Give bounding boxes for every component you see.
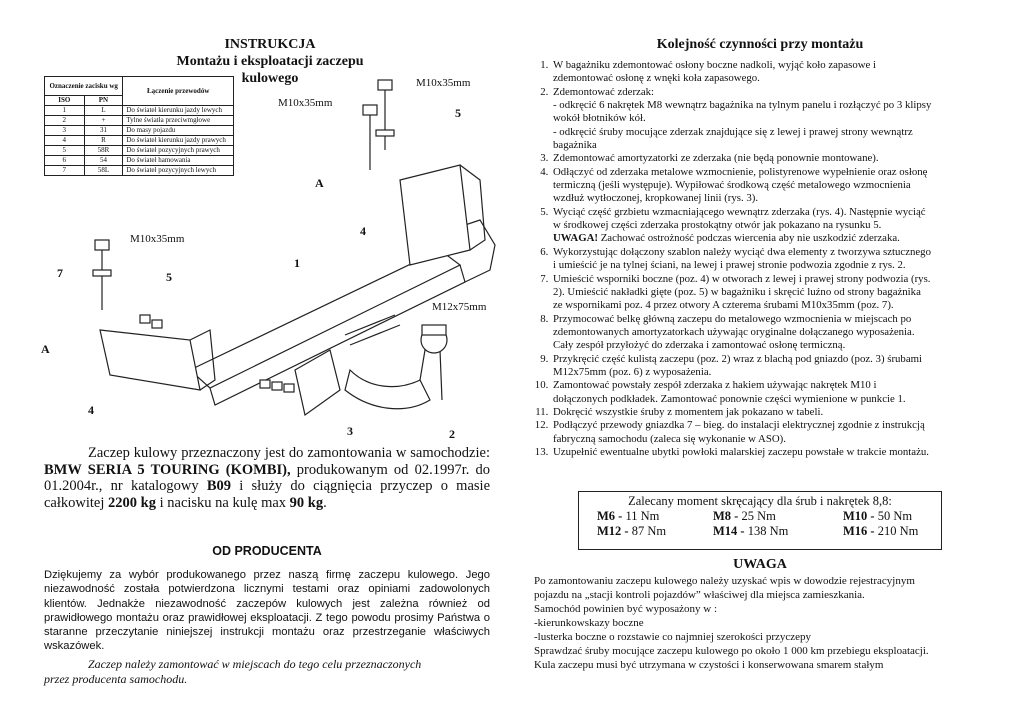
- bolt-label-ball: M12x75mm: [432, 301, 487, 313]
- torque-heading: Zalecany moment skręcający dla śrub i nakrętek 8,8:: [628, 494, 892, 508]
- step-item: [551, 59, 1001, 86]
- step-item: [551, 406, 1001, 419]
- wire-cell-desc: Do świateł kierunku jazdy lewych: [123, 106, 234, 116]
- step-line: 6. Wykorzystując dołączony szablon należy wyciąć dwa elementy z tworzywa sztucznego: [553, 245, 931, 258]
- step-item: [551, 86, 1001, 153]
- step-line: fabryczną samochodu (zaleca się wykonanie w ASO).: [553, 432, 786, 445]
- step-item: [551, 353, 1001, 380]
- step-line: 13. Uzupełnić ewentualne ubytki powłoki malarskiej zaczepu powstałe w trakcie montażu.: [553, 445, 929, 458]
- wire-cell-iso: 5: [45, 146, 85, 156]
- step-line: Cały zespół przyłożyć do zderzaka i zamontować osłonę termiczną.: [553, 339, 846, 352]
- towbar-assembly-diagram: [40, 70, 510, 450]
- step-line: 1. W bagażniku zdemontować osłony boczne nadkoli, wyjąć koło zapasowe i: [553, 59, 877, 71]
- step-item: [551, 446, 1001, 459]
- step-item: [551, 246, 1001, 273]
- step-line: wokół błotników kół.: [553, 112, 646, 125]
- producer-text: Dziękujemy za wybór produkowanego przez naszą firmę zaczepu kulowego. Jego niezawodność została potwierdzona licznymi testami oraz opiniami zadowolonych klientów. Jednakże niezawodność zaczepów kulowych jest zależna również od prawidłowego montażu oraz prawidłowej eksploatacji. Z tego powodu prosimy Państwa o staranne przeczytanie niniejszej instrukcji montażu oraz przestrzeganie właściwych wskazówek.: [44, 569, 490, 653]
- car-model: BMW SERIA 5 TOURING (KOMBI),: [44, 461, 291, 478]
- part-number-3: 3: [347, 424, 353, 438]
- wire-cell-desc: Tylne światła przeciwmgłowe: [123, 116, 234, 126]
- torque-item: M8 - 25 Nm: [713, 509, 776, 523]
- step-line: bagażnika: [553, 139, 597, 152]
- step-line: dołączonych podkładek. Zamontować ponownie części wymienione w punkcie 1.: [553, 392, 906, 405]
- wire-cell-pn: R: [84, 136, 123, 146]
- wire-cell-iso: 7: [45, 166, 85, 176]
- right-bracket: [400, 165, 470, 265]
- wire-cell-pn: L: [84, 106, 123, 116]
- warning-line: Kula zaczepu musi być utrzymana w czystości i konserwowana smarem stałym: [534, 659, 884, 671]
- warning-title: UWAGA: [733, 557, 787, 572]
- step-line: 5. Wyciąć część grzbietu wzmacniającego wewnątrz zderzaka (rys. 4). Następnie wyciąć: [553, 205, 926, 218]
- wire-cell-desc: Do świateł pozycyjnych prawych: [123, 146, 234, 156]
- producer-title: OD PRODUCENTA: [212, 544, 322, 558]
- socket-plate: [295, 350, 340, 415]
- step-item: [551, 166, 1001, 206]
- step-line: 4. Odłączyć od zderzaka metalowe wzmocnienie, polistyrenowe wypełnienie oraz osłonę: [553, 165, 928, 178]
- torque-item: M12 - 87 Nm: [597, 524, 667, 538]
- torque-item: M10 - 50 Nm: [843, 509, 913, 523]
- part-number-2: 2: [449, 427, 455, 441]
- step-line: wzdłuż wytłoczonej, kropkowanej linii (rys. 3).: [553, 192, 759, 205]
- wire-cell-desc: Do świateł pozycyjnych lewych: [123, 166, 234, 176]
- step-line: zdemontować osłonę z wnęki koła zapasowego.: [553, 72, 760, 85]
- step-warning: UWAGA! Zachować ostrożność podczas wiercenia aby nie uszkodzić zderzaka.: [553, 232, 900, 245]
- part-number-7: 7: [57, 266, 63, 280]
- wire-cell-iso: 3: [45, 126, 85, 136]
- max-ball-load: 90 kg: [289, 494, 324, 511]
- step-item: [551, 419, 1001, 446]
- ball-neck: [345, 370, 430, 409]
- warning-line: Sprawdzać śruby mocujące zaczepu kulowego po około 1 000 km przebiegu eksploatacji.: [534, 645, 929, 657]
- catalog-number: B09: [206, 478, 232, 494]
- label-a-right: A: [315, 176, 324, 190]
- step-line: 11. Dokręcić wszystkie śruby z momentem jak pokazano w tabeli.: [553, 405, 824, 418]
- warning-line: Po zamontowaniu zaczepu kulowego należy uzyskać wpis w dowodzie rejestracyjnym: [534, 575, 915, 587]
- bolt-label-top: M10x35mm: [416, 77, 471, 89]
- step-line: M12x75mm (poz. 6) z wyposażenia.: [553, 365, 712, 378]
- wire-cell-pn: 54: [84, 156, 123, 166]
- wire-cell-desc: Do masy pojazdu: [123, 126, 234, 136]
- step-item: [551, 152, 1001, 165]
- part-number-4-right: 4: [360, 224, 366, 238]
- step-line: 12. Podłączyć przewody gniazdka 7 – bieg. do instalacji elektrycznej zgodnie z instrukcją: [553, 419, 925, 432]
- step-item: [551, 313, 1001, 353]
- warning-line: -kierunkowskazy boczne: [534, 617, 644, 629]
- max-trailer-mass: 2200 kg: [108, 494, 156, 511]
- wire-cell-desc: Do świateł kierunku jazdy prawych: [123, 136, 234, 146]
- step-line: termiczną (jeśli występuje). Wypiłować środkową część metalowego wzmocnienia: [553, 179, 911, 192]
- warning-line: Samochód powinien być wyposażony w :: [534, 603, 717, 615]
- step-line: 7. Umieścić wsporniki boczne (poz. 4) w otworach z lewej i prawej strony podwozia (rys.: [553, 272, 931, 285]
- torque-item: M6 - 11 Nm: [597, 509, 660, 523]
- wire-cell-iso: 6: [45, 156, 85, 166]
- step-line: zdemontowanych amortyzatorkach używając oryginalne dołączanego wyposażenia.: [553, 325, 915, 338]
- torque-item: M16 - 210 Nm: [843, 524, 919, 538]
- assembly-steps: [534, 59, 1001, 459]
- step-line: - odkręcić 6 nakrętek M8 wewnątrz bagażnika na tylnym panelu i rozłączyć po 3 klipsy: [553, 99, 932, 112]
- step-item: [551, 206, 1001, 246]
- col-pn: PN: [84, 96, 123, 106]
- producer-italic-note: Zaczep należy zamontować w miejscach do tego celu przeznaczonych przez producenta samochodu.: [44, 657, 422, 686]
- step-item: [551, 379, 1001, 406]
- step-line: i umieścić je na tylnej ściani, na lewej i prawej stronie podwozia zgodnie z rys. 2.: [553, 259, 906, 272]
- step-line: ze wspornikami poz. 4 przez otwory A czterema śrubami M10x35mm (poz. 7).: [553, 299, 894, 312]
- title-line-1: INSTRUKCJA: [224, 37, 316, 52]
- step-line: 9. Przykręcić część kulistą zaczepu (poz. 2) wraz z blachą pod gniazdo (poz. 3) śrubami: [553, 352, 923, 365]
- torque-table: [578, 491, 942, 550]
- bolt-label-mid: M10x35mm: [278, 97, 333, 109]
- part-number-5-right: 5: [455, 106, 461, 120]
- title-line-2: Montażu i eksploatacji zaczepu kulowego: [176, 54, 364, 86]
- torque-values: [579, 509, 941, 539]
- bolt-label-left: M10x35mm: [130, 233, 185, 245]
- step-item: [551, 273, 1001, 313]
- step-line: 2. Zdemontować zderzak:: [553, 85, 655, 98]
- torque-item: M14 - 138 Nm: [713, 524, 789, 538]
- warning-line: pojazdu na „stacji kontroli pojazdów” właściwej dla miejsca zamieszkania.: [534, 589, 865, 601]
- warning-text: [534, 574, 994, 672]
- part-number-5-left: 5: [166, 270, 172, 284]
- label-a-left: A: [41, 342, 50, 356]
- step-line: w środkowej części zderzaka prostokątny otwór jak pokazano na rysunku 5.: [553, 219, 882, 232]
- header-marking: Oznaczenie zacisku wg: [45, 77, 123, 96]
- part-number-1: 1: [294, 256, 300, 270]
- wire-cell-pn: 58L: [84, 166, 123, 176]
- step-line: 3. Zdemontować amortyzatorki ze zderzaka (nie będą ponownie montowane).: [553, 152, 879, 165]
- warning-line: -lusterka boczne o rozstawie co najmniej szerokości przyczepy: [534, 631, 812, 643]
- wire-cell-iso: 4: [45, 136, 85, 146]
- col-iso: ISO: [45, 96, 85, 106]
- wire-cell-desc: Do świateł hamowania: [123, 156, 234, 166]
- left-bracket: [100, 330, 200, 390]
- step-line: 10. Zamontować powstały zespół zderzaka z hakiem używając nakrętek M10 i: [553, 379, 877, 392]
- step-line: 2). Umieścić nakładki gięte (poz. 5) w bagażniku i skręcić luźno od strony bagażnika: [553, 285, 921, 298]
- part-number-4-left: 4: [88, 403, 94, 417]
- wire-cell-pn: 31: [84, 126, 123, 136]
- wire-cell-pn: 58R: [84, 146, 123, 156]
- wire-cell-pn: +: [84, 116, 123, 126]
- product-description: Zaczep kulowy przeznaczony jest do zamontowania w samochodzie: BMW SERIA 5 TOURING (KOMBI), produkowanym od 02.1997r. do 01.2004r., nr katalogowy B09 i służy do ciągnięcia przyczep o masie całkowitej 2200 kg i nacisku na kulę max 90 kg.: [44, 445, 491, 511]
- wire-cell-iso: 1: [45, 106, 85, 116]
- steps-title: Kolejność czynności przy montażu: [656, 37, 864, 52]
- wire-cell-iso: 2: [45, 116, 85, 126]
- step-line: 8. Przymocować belkę główną zaczepu do metalowego wzmocnienia w miejscach po: [553, 312, 912, 325]
- header-connection: Łączenie przewodów: [123, 77, 234, 106]
- step-line: - odkręcić śruby mocujące zderzak znajdujące się z lewej i prawej strony wewnątrz: [553, 125, 913, 138]
